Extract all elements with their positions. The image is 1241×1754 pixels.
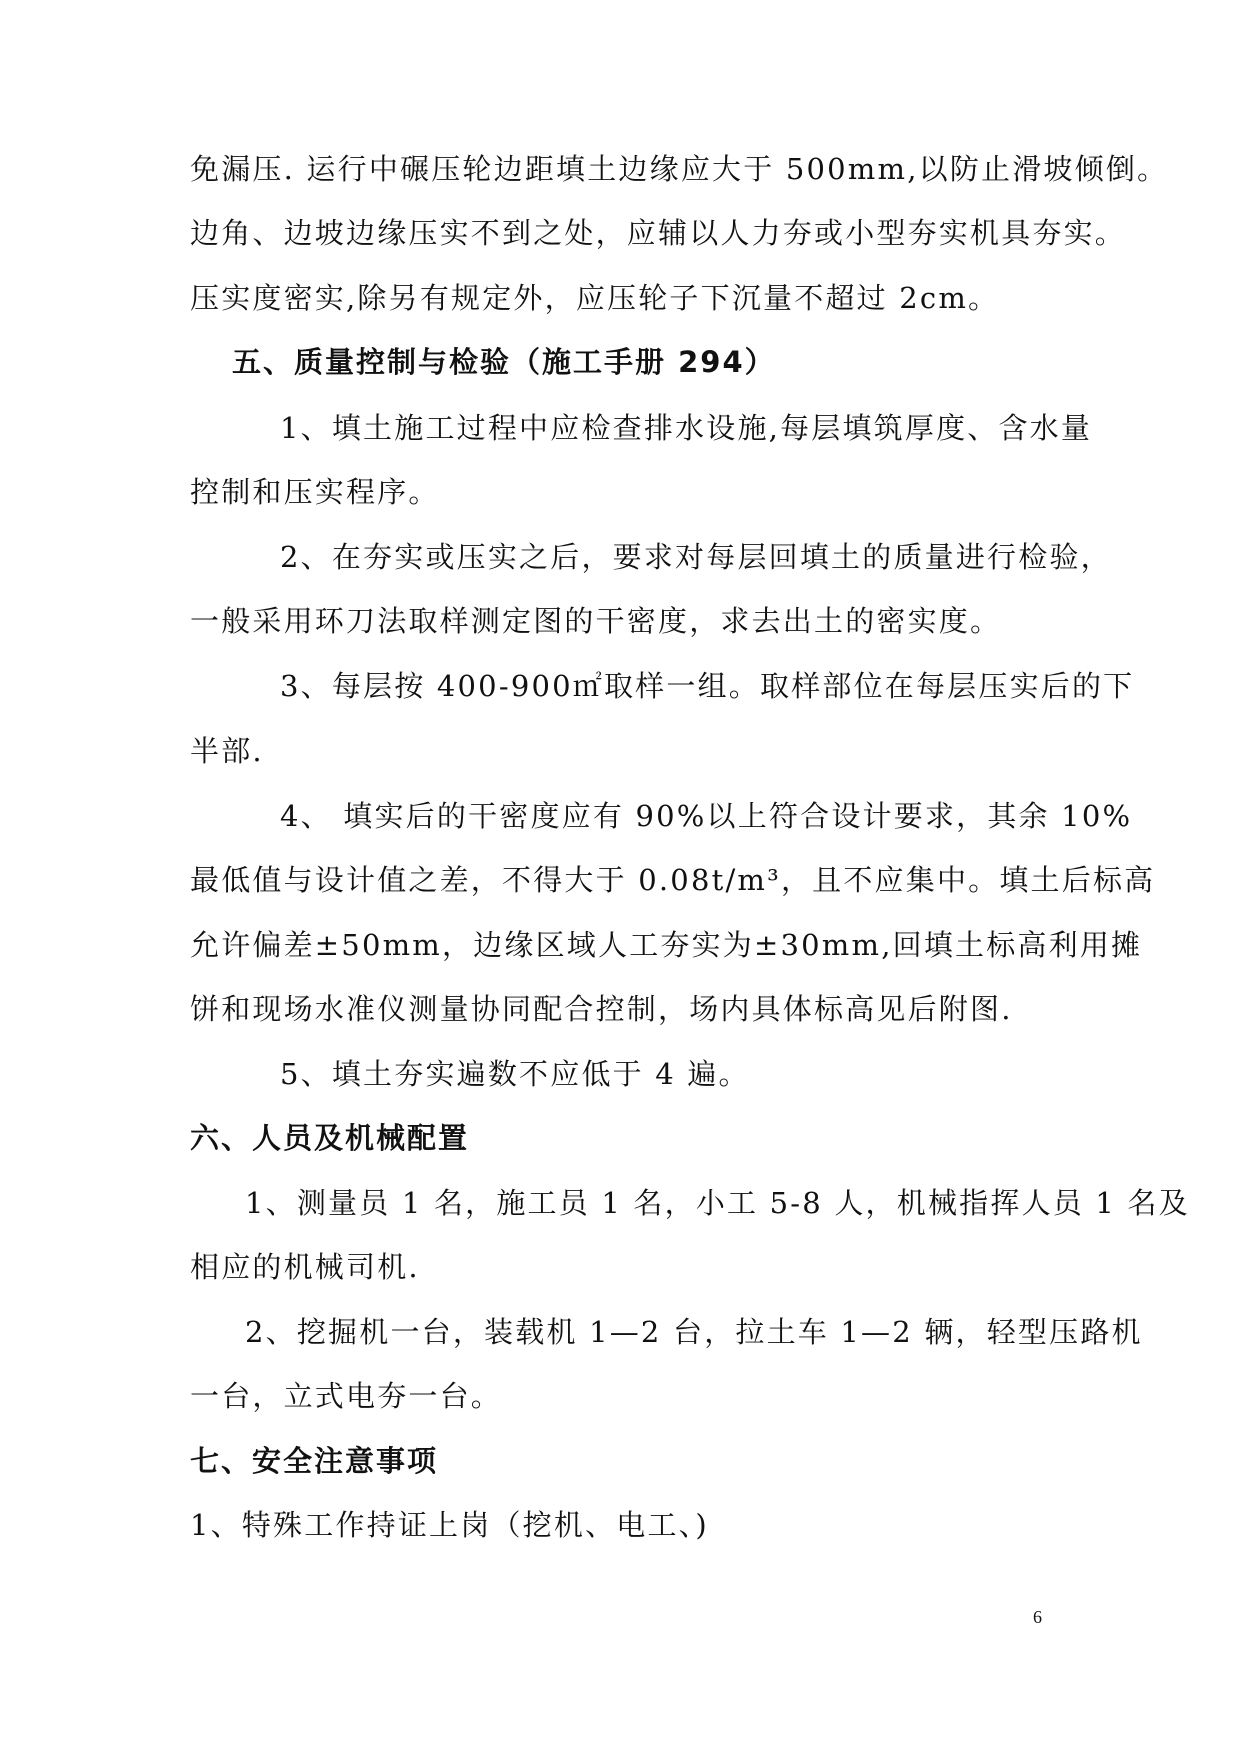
section-heading: 五、质量控制与检验（施工手册 294） (232, 345, 776, 379)
paragraph-line: 相应的机械司机. (190, 1250, 420, 1284)
paragraph-line: 3、每层按 400-900㎡取样一组。取样部位在每层压实后的下 (280, 669, 1135, 703)
paragraph-line: 5、填土夯实遍数不应低于 4 遍。 (280, 1057, 750, 1091)
paragraph-line: 压实度密实,除另有规定外，应压轮子下沉量不超过 2cm。 (190, 281, 1000, 315)
paragraph-line: 最低值与设计值之差，不得大于 0.08t/m³，且不应集中。填土后标高 (190, 863, 1156, 897)
paragraph-line: 2、挖掘机一台，装载机 1—2 台，拉土车 1—2 辆，轻型压路机 (245, 1315, 1143, 1349)
page-number: 6 (1033, 1607, 1042, 1627)
paragraph-line: 半部. (190, 734, 264, 768)
paragraph-line: 1、测量员 1 名，施工员 1 名，小工 5-8 人，机械指挥人员 1 名及 (245, 1186, 1190, 1220)
paragraph-line: 1、特殊工作持证上岗（挖机、电工、) (190, 1508, 709, 1542)
paragraph-line: 边角、边坡边缘压实不到之处，应辅以人力夯或小型夯实机具夯实。 (190, 216, 1127, 250)
paragraph-line: 一般采用环刀法取样测定图的干密度，求去出土的密实度。 (190, 604, 1002, 638)
section-heading: 七、安全注意事项 (190, 1444, 439, 1478)
section-heading: 六、人员及机械配置 (190, 1121, 470, 1155)
paragraph-line: 饼和现场水准仪测量协同配合控制，场内具体标高见后附图. (190, 992, 1013, 1026)
paragraph-line: 控制和压实程序。 (190, 475, 440, 509)
paragraph-line: 2、在夯实或压实之后，要求对每层回填土的质量进行检验， (280, 540, 1112, 574)
paragraph-line: 4、 填实后的干密度应有 90%以上符合设计要求，其余 10% (280, 799, 1133, 833)
paragraph-line: 免漏压. 运行中碾压轮边距填土边缘应大于 500mm,以防止滑坡倾倒。 (190, 152, 1169, 186)
paragraph-line: 1、填土施工过程中应检查排水设施,每层填筑厚度、含水量 (280, 411, 1093, 445)
paragraph-line: 一台，立式电夯一台。 (190, 1379, 503, 1413)
paragraph-line: 允许偏差±50mm，边缘区域人工夯实为±30mm,回填土标高利用摊 (190, 928, 1143, 962)
